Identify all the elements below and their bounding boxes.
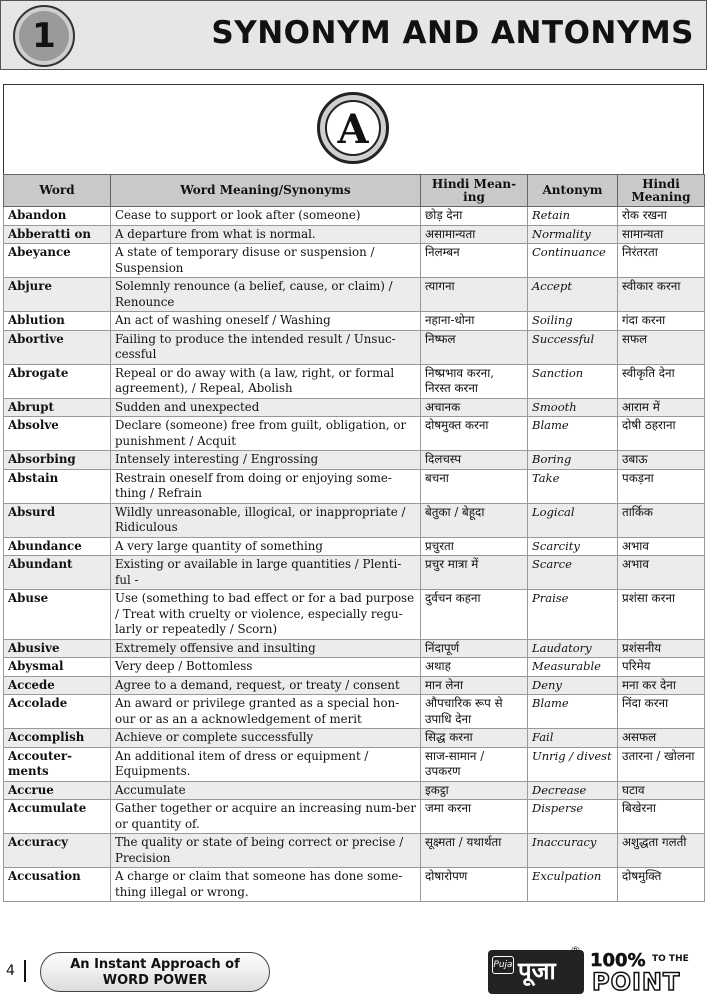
table-row: [4, 469, 705, 503]
table-row: [4, 312, 705, 331]
antonym-cell: Fail: [528, 729, 618, 748]
antonym-cell: Deny: [528, 676, 618, 695]
hindi-meaning-cell: छोड़ देना: [421, 207, 528, 226]
table-row: [4, 451, 705, 470]
badge-percent: 100%: [590, 950, 646, 971]
table-row: [4, 503, 705, 537]
badge-point: POINT: [592, 968, 681, 996]
table-row: [4, 207, 705, 226]
table-row: [4, 225, 705, 244]
word-cell: Abstain: [4, 469, 111, 503]
chapter-title: SYNONYM AND ANTONYMS: [211, 15, 694, 51]
word-cell: Abusive: [4, 639, 111, 658]
book-title-line2: WORD POWER: [102, 973, 208, 988]
table-row: [4, 729, 705, 748]
word-cell: Abrogate: [4, 364, 111, 398]
meaning-cell: Very deep / Bottomless: [111, 658, 421, 677]
antonym-hindi-cell: स्वीकृति देना: [618, 364, 705, 398]
meaning-cell: Restrain oneself from doing or enjoying some-thing / Refrain: [111, 469, 421, 503]
meaning-cell: The quality or state of being correct or precise / Precision: [111, 834, 421, 868]
antonym-hindi-cell: अभाव: [618, 537, 705, 556]
meaning-cell: An act of washing oneself / Washing: [111, 312, 421, 331]
table-body: [4, 207, 705, 902]
antonym-hindi-cell: सफल: [618, 330, 705, 364]
antonym-cell: Decrease: [528, 781, 618, 800]
word-cell: Accuracy: [4, 834, 111, 868]
book-title-line1: An Instant Approach of: [70, 957, 240, 972]
word-cell: Ablution: [4, 312, 111, 331]
antonym-hindi-cell: असफल: [618, 729, 705, 748]
table-row: [4, 330, 705, 364]
word-cell: Abortive: [4, 330, 111, 364]
meaning-cell: Solemnly renounce (a belief, cause, or claim) / Renounce: [111, 278, 421, 312]
meaning-cell: Repeal or do away with (a law, right, or formal agreement), / Repeal, Abolish: [111, 364, 421, 398]
word-cell: Abundance: [4, 537, 111, 556]
word-cell: Accrue: [4, 781, 111, 800]
meaning-cell: Accumulate: [111, 781, 421, 800]
book-title-pill: [40, 952, 270, 992]
meaning-cell: Declare (someone) free from guilt, obligation, or punishment / Acquit: [111, 417, 421, 451]
antonym-cell: Exculpation: [528, 868, 618, 902]
meaning-cell: Use (something to bad effect or for a bad purpose / Treat with cruelty or violence, especially regu-larly or repeatedly / Scorn): [111, 590, 421, 640]
antonym-hindi-cell: निरंतरता: [618, 244, 705, 278]
hindi-meaning-cell: मान लेना: [421, 676, 528, 695]
antonym-hindi-cell: उतारना / खोलना: [618, 747, 705, 781]
antonym-cell: Disperse: [528, 800, 618, 834]
page-number: 4: [6, 963, 15, 979]
antonym-cell: Accept: [528, 278, 618, 312]
hindi-meaning-cell: जमा करना: [421, 800, 528, 834]
antonym-cell: Laudatory: [528, 639, 618, 658]
table-row: [4, 556, 705, 590]
antonym-hindi-cell: दोषमुक्ति: [618, 868, 705, 902]
hindi-meaning-cell: निष्प्रभाव करना, निरस्त करना: [421, 364, 528, 398]
word-cell: Abandon: [4, 207, 111, 226]
hindi-meaning-cell: दिलचस्प: [421, 451, 528, 470]
badge-to-the: TO THE: [652, 954, 689, 964]
antonym-hindi-cell: मना कर देना: [618, 676, 705, 695]
antonym-cell: Logical: [528, 503, 618, 537]
word-cell: Accusation: [4, 868, 111, 902]
column-header-antonym-hindi: Hindi Meaning: [618, 175, 705, 207]
antonym-hindi-cell: स्वीकार करना: [618, 278, 705, 312]
meaning-cell: Achieve or complete successfully: [111, 729, 421, 748]
registered-mark: ®: [570, 944, 581, 957]
table-row: [4, 800, 705, 834]
antonym-cell: Smooth: [528, 398, 618, 417]
word-cell: Absorbing: [4, 451, 111, 470]
antonym-cell: Successful: [528, 330, 618, 364]
antonym-cell: Scarcity: [528, 537, 618, 556]
hindi-meaning-cell: दोषारोपण: [421, 868, 528, 902]
antonym-hindi-cell: रोक रखना: [618, 207, 705, 226]
chapter-header: [0, 0, 707, 70]
hindi-meaning-cell: सिद्ध करना: [421, 729, 528, 748]
publisher-logo-text: पूजा: [518, 957, 556, 985]
hindi-meaning-cell: साज-सामान / उपकरण: [421, 747, 528, 781]
antonym-cell: Normality: [528, 225, 618, 244]
hindi-meaning-cell: प्रचुरता: [421, 537, 528, 556]
table-row: [4, 868, 705, 902]
meaning-cell: An additional item of dress or equipment / Equipments.: [111, 747, 421, 781]
antonym-cell: Boring: [528, 451, 618, 470]
word-cell: Accomplish: [4, 729, 111, 748]
hindi-meaning-cell: अचानक: [421, 398, 528, 417]
antonym-cell: Retain: [528, 207, 618, 226]
publisher-logo: [488, 944, 584, 994]
hindi-meaning-cell: औपचारिक रूप से उपाधि देना: [421, 695, 528, 729]
table-row: [4, 417, 705, 451]
table-row: [4, 695, 705, 729]
meaning-cell: Failing to produce the intended result / Unsuc-cessful: [111, 330, 421, 364]
hindi-meaning-cell: दुर्वचन कहना: [421, 590, 528, 640]
hindi-meaning-cell: बेतुका / बेहूदा: [421, 503, 528, 537]
word-cell: Abjure: [4, 278, 111, 312]
antonym-hindi-cell: निंदा करना: [618, 695, 705, 729]
word-cell: Abuse: [4, 590, 111, 640]
antonym-hindi-cell: दोषी ठहराना: [618, 417, 705, 451]
table-row: [4, 278, 705, 312]
hindi-meaning-cell: त्यागना: [421, 278, 528, 312]
antonym-hindi-cell: सामान्यता: [618, 225, 705, 244]
hindi-meaning-cell: अथाह: [421, 658, 528, 677]
antonym-hindi-cell: प्रशंसा करना: [618, 590, 705, 640]
antonym-hindi-cell: गंदा करना: [618, 312, 705, 331]
word-cell: Abeyance: [4, 244, 111, 278]
word-cell: Accumulate: [4, 800, 111, 834]
antonym-cell: Inaccuracy: [528, 834, 618, 868]
page-footer: [0, 944, 707, 1000]
meaning-cell: Sudden and unexpected: [111, 398, 421, 417]
antonym-cell: Blame: [528, 695, 618, 729]
table-row: [4, 834, 705, 868]
antonym-hindi-cell: प्रशंसनीय: [618, 639, 705, 658]
word-cell: Abundant: [4, 556, 111, 590]
table-row: [4, 244, 705, 278]
section-letter-box: [3, 84, 704, 174]
antonym-cell: Take: [528, 469, 618, 503]
table-row: [4, 590, 705, 640]
table-row: [4, 781, 705, 800]
hindi-meaning-cell: दोषमुक्त करना: [421, 417, 528, 451]
table-row: [4, 537, 705, 556]
meaning-cell: A charge or claim that someone has done some-thing illegal or wrong.: [111, 868, 421, 902]
antonym-hindi-cell: उबाऊ: [618, 451, 705, 470]
meaning-cell: A state of temporary disuse or suspension / Suspension: [111, 244, 421, 278]
meaning-cell: An award or privilege granted as a special hon-our or as an a acknowledgement of merit: [111, 695, 421, 729]
meaning-cell: Existing or available in large quantities / Plenti-ful -: [111, 556, 421, 590]
antonym-hindi-cell: अशुद्धता गलती: [618, 834, 705, 868]
word-cell: Abrupt: [4, 398, 111, 417]
antonym-cell: Unrig / divest: [528, 747, 618, 781]
meaning-cell: Extremely offensive and insulting: [111, 639, 421, 658]
meaning-cell: Intensely interesting / Engrossing: [111, 451, 421, 470]
word-cell: Absurd: [4, 503, 111, 537]
antonym-cell: Praise: [528, 590, 618, 640]
hindi-meaning-cell: सूक्ष्मता / यथार्थता: [421, 834, 528, 868]
antonym-hindi-cell: अभाव: [618, 556, 705, 590]
antonym-hindi-cell: बिखेरना: [618, 800, 705, 834]
hindi-meaning-cell: निंदापूर्ण: [421, 639, 528, 658]
antonym-cell: Measurable: [528, 658, 618, 677]
antonym-hindi-cell: पकड़ना: [618, 469, 705, 503]
chapter-number: 1: [32, 16, 56, 56]
antonym-cell: Scarce: [528, 556, 618, 590]
hindi-meaning-cell: बचना: [421, 469, 528, 503]
column-header-hindi-meaning: Hindi Mean-ing: [421, 175, 528, 207]
word-cell: Absolve: [4, 417, 111, 451]
hindi-meaning-cell: इकट्ठा: [421, 781, 528, 800]
table-header-row: [4, 175, 705, 207]
antonym-cell: Soiling: [528, 312, 618, 331]
hindi-meaning-cell: नहाना-धोना: [421, 312, 528, 331]
meaning-cell: A departure from what is normal.: [111, 225, 421, 244]
meaning-cell: Agree to a demand, request, or treaty / consent: [111, 676, 421, 695]
vocabulary-table: [3, 174, 705, 902]
antonym-hindi-cell: तार्किक: [618, 503, 705, 537]
meaning-cell: Cease to support or look after (someone): [111, 207, 421, 226]
word-cell: Accolade: [4, 695, 111, 729]
antonym-hindi-cell: घटाव: [618, 781, 705, 800]
antonym-cell: Sanction: [528, 364, 618, 398]
antonym-cell: Blame: [528, 417, 618, 451]
chapter-number-badge: [13, 5, 75, 67]
hindi-meaning-cell: निलम्बन: [421, 244, 528, 278]
word-cell: Abberatti on: [4, 225, 111, 244]
word-cell: Accede: [4, 676, 111, 695]
section-letter: A: [325, 100, 381, 156]
word-cell: Abysmal: [4, 658, 111, 677]
meaning-cell: A very large quantity of something: [111, 537, 421, 556]
table-row: [4, 658, 705, 677]
table-row: [4, 398, 705, 417]
antonym-hindi-cell: परिमेय: [618, 658, 705, 677]
table-row: [4, 676, 705, 695]
column-header-meaning: Word Meaning/Synonyms: [111, 175, 421, 207]
table-row: [4, 639, 705, 658]
table-row: [4, 364, 705, 398]
meaning-cell: Wildly unreasonable, illogical, or inappropriate / Ridiculous: [111, 503, 421, 537]
hindi-meaning-cell: प्रचुर मात्रा में: [421, 556, 528, 590]
meaning-cell: Gather together or acquire an increasing num-ber or quantity of.: [111, 800, 421, 834]
section-letter-badge: [317, 92, 389, 164]
table-row: [4, 747, 705, 781]
column-header-antonym: Antonym: [528, 175, 618, 207]
hindi-meaning-cell: निष्फल: [421, 330, 528, 364]
antonym-cell: Continuance: [528, 244, 618, 278]
to-the-point-badge: [590, 950, 702, 994]
antonym-hindi-cell: आराम में: [618, 398, 705, 417]
word-cell: Accouter-ments: [4, 747, 111, 781]
page-number-divider: [24, 960, 26, 982]
hindi-meaning-cell: असामान्यता: [421, 225, 528, 244]
publisher-logo-mark: Puja: [492, 956, 514, 974]
column-header-word: Word: [4, 175, 111, 207]
